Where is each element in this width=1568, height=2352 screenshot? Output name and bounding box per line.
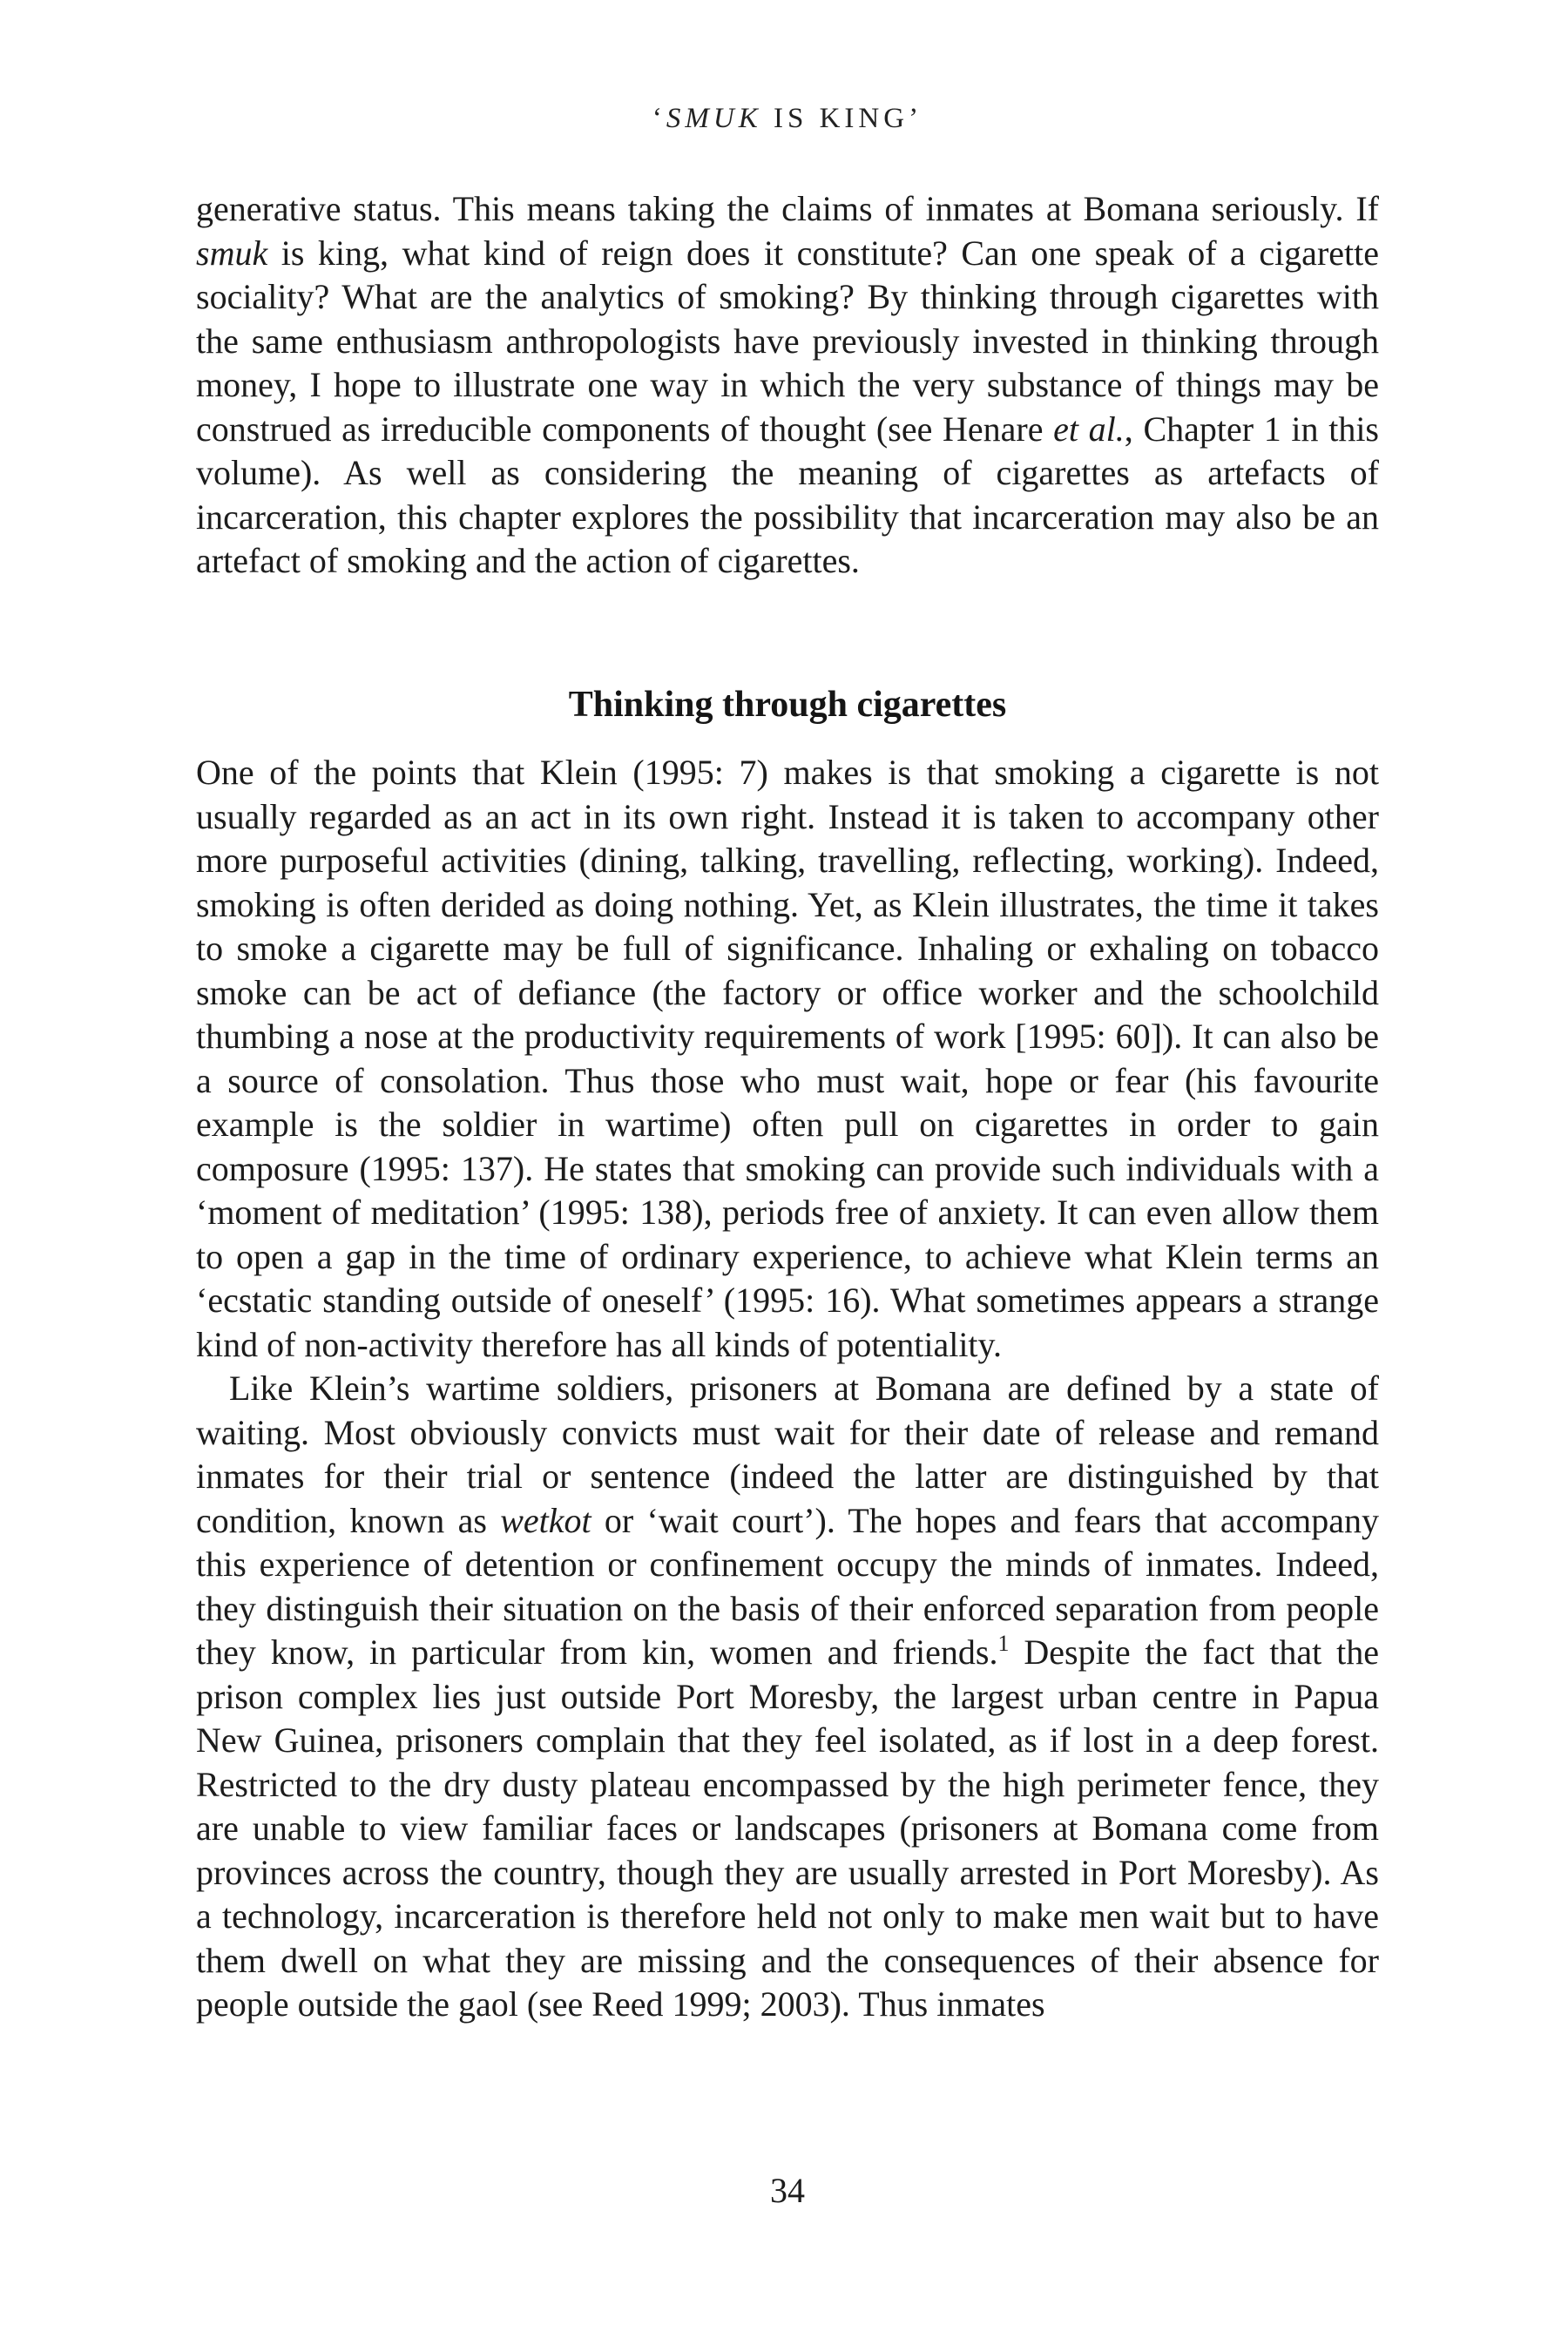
paragraph-1-italic-smuk: smuk [196, 233, 268, 273]
section-heading: Thinking through cigarettes [568, 685, 1007, 725]
book-page [196, 0, 1379, 2352]
paragraph-1-text-c: , Chapter 1 in this volume). As well as considering the meaning of cigarettes as artefacts of incarceration, this chapter explores the possibility that incarceration may also be an artefact of smoking and the action of cigarettes. [196, 409, 1380, 580]
running-head [196, 103, 1379, 135]
page-number: 34 [770, 2171, 805, 2210]
paragraph-1-italic-et-al: et al. [1053, 409, 1125, 449]
paragraph-3-text-a: Like Klein’s wartime soldiers, prisoners at Bomana are defined by a state of waiting. Most obviously convicts must wait for their date of release and remand inmates for their trial or sentence (indeed the latter are distinguished by that condition, known as [196, 1369, 1379, 1540]
paragraph-1-text-b: is king, what kind of reign does it constitute? Can one speak of a cigarette sociality? What are the analytics of smoking? By thinking through cigarettes with the same enthusiasm anthropologists have previously invested in thinking through money, I hope to illustrate one way in which the very substance of things may be construed as irreducible components of thought (see Henare [196, 233, 1379, 449]
paragraph-3-text-b: or ‘wait court’). The hopes and fears that accompany this experience of detention or confinement occupy the minds of inmates. Indeed, they distinguish their situation on the basis of their enforced separation from people they know, in particular from kin, women and friends. [196, 1500, 1379, 1672]
running-head-rest: IS KING’ [761, 103, 923, 134]
running-head-open-quote: ‘ [652, 103, 666, 134]
paragraph-3 [196, 1367, 1379, 2027]
running-head-italic: SMUK [666, 103, 762, 134]
paragraph-1-text-a: generative status. This means taking the claims of inmates at Bomana seriously. If [196, 189, 1379, 228]
intro-paragraph-block [196, 187, 1379, 584]
footnote-marker: 1 [997, 1631, 1010, 1656]
paragraph-3-text-c: Despite the fact that the prison complex lies just outside Port Moresby, the largest urban centre in Papua New Guinea, prisoners complain that they feel isolated, as if lost in a deep forest. Restricted to the dry dusty plateau encompassed by the high perimeter fence, they are unable to view familiar faces or landscapes (prisoners at Bomana come from provinces across the country, though they are usually arrested in Port Moresby). As a technology, incarceration is therefore held not only to make men wait but to have them dwell on what they are missing and the consequences of their absence for people outside the gaol (see Reed 1999; 2003). Thus inmates [196, 1632, 1379, 2024]
paragraph-1 [196, 187, 1379, 584]
section-body-block [196, 751, 1379, 2027]
paragraph-3-italic-wetkot: wetkot [500, 1500, 591, 1540]
paragraph-2: One of the points that Klein (1995: 7) makes is that smoking a cigarette is not usually regarded as an act in its own right. Instead it is taken to accompany other more purposeful activities (dining, talking, travelling, reflecting, working). Indeed, smoking is often derided as doing nothing. Yet, as Klein illustrates, the time it takes to smoke a cigarette may be full of significance. Inhaling or exhaling on tobacco smoke can be act of defiance (the factory or office worker and the schoolchild thumbing a nose at the productivity requirements of work [1995: 60]). It can also be a source of consolation. Thus those who must wait, hope or fear (his favourite example is the soldier in wartime) often pull on cigarettes in order to gain composure (1995: 137). He states that smoking can provide such individuals with a ‘moment of meditation’ (1995: 138), periods free of anxiety. It can even allow them to open a gap in the time of ordinary experience, to achieve what Klein terms an ‘ecstatic standing outside of oneself’ (1995: 16). What sometimes appears a strange kind of non-activity therefore has all kinds of potentiality. [196, 753, 1379, 1364]
